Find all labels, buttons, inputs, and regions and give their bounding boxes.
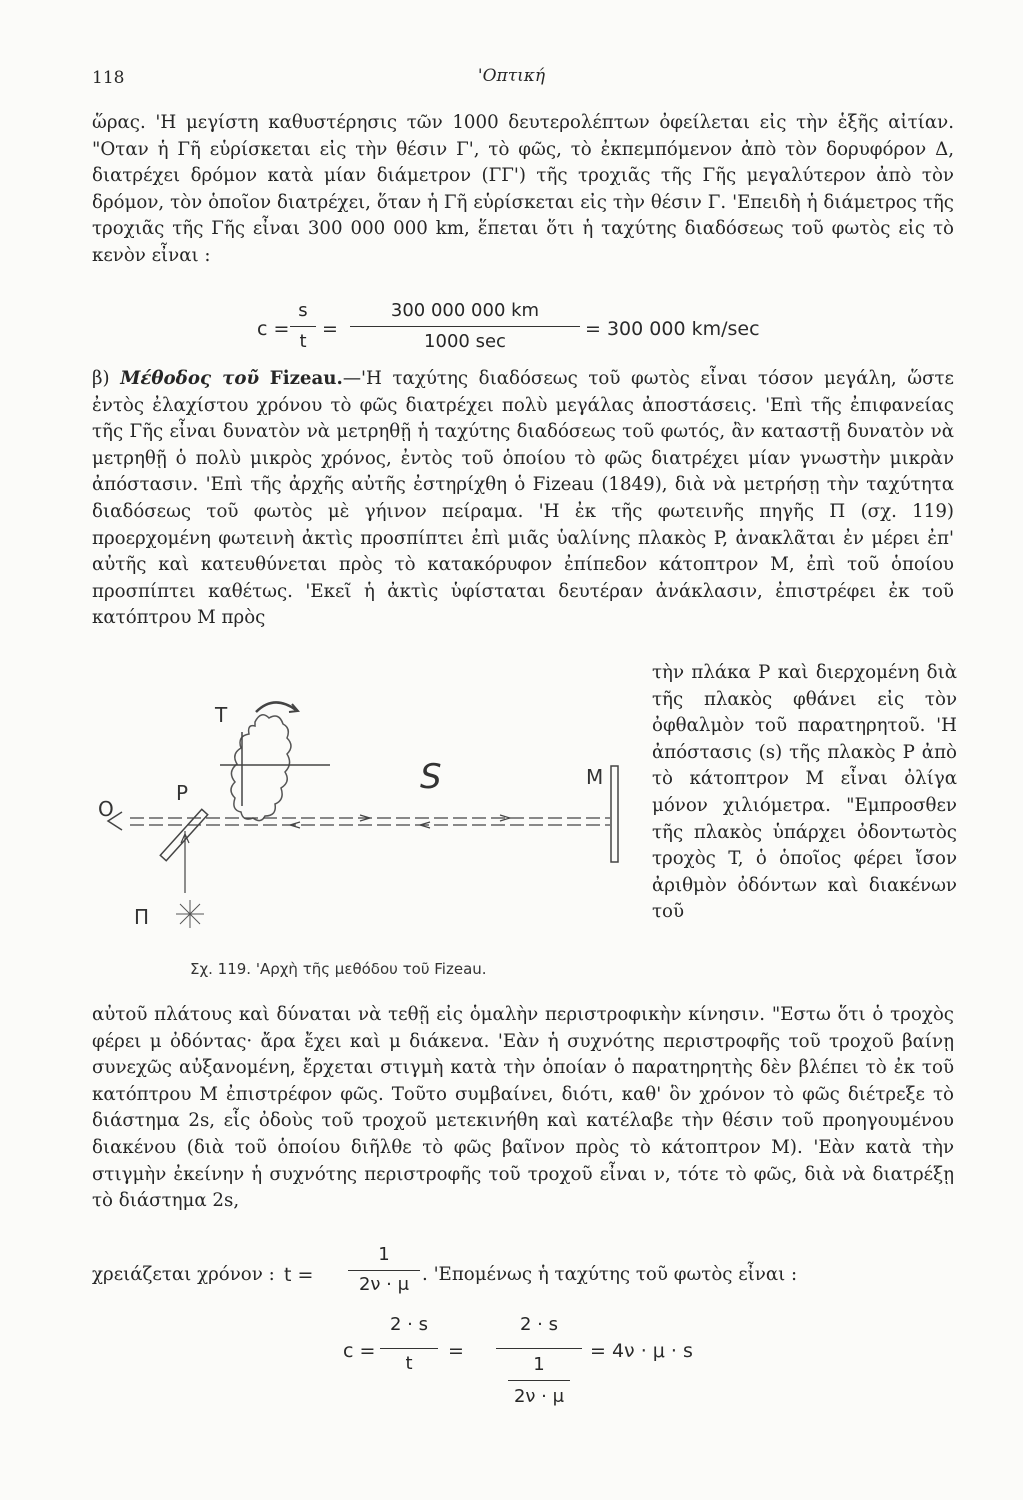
eq2-t-eq: t = [284,1264,314,1286]
eq3-lhs: c = [343,1340,376,1362]
label-M: M [586,765,604,789]
section-text: —'Η ταχύτης διαδόσεως τοῦ φωτὸς εἶναι τόσον μεγάλη, ὥστε ἐντὸς ἐλαχίστου χρόνου τὸ φῶς διατρέχει πολὺ μεγάλας ἀποστάσεις. 'Επὶ τῆς ἐπιφανείας τῆς Γῆς εἶναι δυνατὸν νὰ μετρηθῇ ἡ ταχύτης διαδόσεως τοῦ φωτός, ἂν καταστῇ δυνατὸν νὰ μετρηθῇ ὁ πολὺ μικρὸς χρόνος, ἐντὸς τοῦ ὁποίου τὸ φῶς διατρέχει μίαν γνωστὴν μικρὰν ἀπόστασιν. 'Επὶ τῆς ἀρχῆς αὐτῆς ἐστηρίχθη ὁ Fizeau (1849), διὰ νὰ μετρήσῃ τὴν ταχύτητα διαδόσεως τοῦ φωτὸς μὲ γήινον πείραμα. 'Η ἐκ τῆς φωτεινῆς πηγῆς Π (σχ. 119) προερχομένη φωτεινὴ ἀκτὶς προσπίπτει ἐπὶ μιᾶς ὑαλίνης πλακὸς P, ἀνακλᾶται ἐν μέρει ἐπ' αὐτῆς καὶ κατευθύνεται πρὸς τὸ κατακόρυφον ἐπίπεδον κάτοπτρον M, ἐπὶ τοῦ ὁποίου προσπίπτει καθέτως. 'Εκεῖ ἡ ἀκτὶς ὑφίσταται δευτέραν ἀνάκλασιν, ἐπιστρέφει ἐκ τοῦ κατόπτρου M πρὸς [92,368,954,629]
eq2-bar [348,1270,420,1271]
paragraph-tooth-wheel: αὐτοῦ πλάτους καὶ δύναται νὰ τεθῇ εἰς ὁμαλὴν περιστροφικὴν κίνησιν. "Εστω ὅτι ὁ τροχὸς φέρει μ ὀδόντας· ἄρα ἔχει καὶ μ διάκενα. 'Εὰν ἡ συχνότης περιστροφῆς τοῦ τροχοῦ βαίνῃ συνεχῶς αὐξανομένη, ἔρχεται στιγμὴ κατὰ τὴν ὁποίαν ὁ παρατηρητὴς δὲν βλέπει τὸ ἐκ τοῦ κατόπτρου M ἐπιστρέφον φῶς. Τοῦτο συμβαίνει, διότι, καθ' ὃν χρόνον τὸ φῶς διέτρεξε τὸ διάστημα 2s, εἷς ὀδοὺς τοῦ τροχοῦ μετεκινήθη καὶ κατέλαβε τὴν θέσιν τοῦ προηγουμένου διακένου (διὰ τοῦ ὁποίου διῆλθε τὸ φῶς βαῖνον πρὸς τὸ κάτοπτρον M). 'Εὰν κατὰ τὴν στιγμὴν ἐκείνην ἡ συχνότης περιστροφῆς τοῦ τροχοῦ εἶναι ν, τότε τὸ φῶς, διὰ νὰ διατρέξῃ τὸ διάστημα 2s, [92,1004,954,1212]
eq3-f1-num: 2 · s [390,1314,428,1335]
eq3-f1-bar [380,1348,438,1349]
paragraph-fizeau-method [92,366,954,632]
page-number: 118 [92,68,125,88]
section-label: β) [92,368,110,389]
figure-caption: Σχ. 119. 'Αρχὴ τῆς μεθόδου τοῦ Fizeau. [190,960,487,978]
section-heading: Μέθοδος τοῦ [120,368,260,389]
paragraph-side-text: τὴν πλάκα P καὶ διερχομένη διὰ τῆς πλακὸς φθάνει εἰς τὸν ὀφθαλμὸν τοῦ παρατηρητοῦ. 'Η ἀπόστασις (s) τῆς πλακὸς P ἀπὸ τὸ κάτοπτρον M εἶναι ὀλίγα μόνον χιλιόμετρα. "Εμπροσθεν τῆς πλακὸς ὑπάρχει ὀδοντωτὸς τροχὸς T, ὁ ὁποῖος φέρει ἴσον ἀριθμὸν ὀδόντων καὶ διακένων τοῦ [652,662,957,923]
eq3-f2-den-den: 2ν · μ [513,1386,565,1407]
eq3-f1-den: t [405,1353,413,1374]
eq3-f2-num: 2 · s [520,1314,558,1335]
light-source-icon [176,900,204,928]
label-Pi: Π [134,905,150,929]
section-heading-name: Fizeau. [269,368,343,389]
eq1-f1-num: s [298,300,308,321]
eq3-f2-bar [496,1348,582,1349]
eq3-rhs: = 4ν · μ · s [590,1340,693,1362]
eq1-f1-den: t [299,331,307,352]
eq2-lead: χρειάζεται χρόνον : [92,1264,275,1285]
eq3-f2-den-num: 1 [533,1354,545,1375]
eq1-eq-sign: = [322,318,338,340]
fizeau-apparatus-diagram [80,688,640,948]
eq2-num: 1 [378,1244,390,1265]
label-P: P [176,781,189,805]
label-O: O [98,797,114,821]
eq1-f1-bar [290,326,316,327]
eq1-f2-num: 300 000 000 km [390,300,540,321]
eq1-lhs: c = [257,318,290,340]
eq1-rhs: = 300 000 km/sec [585,318,760,340]
eq2-tail: . 'Επομένως ἡ ταχύτης τοῦ φωτὸς εἶναι : [422,1264,798,1285]
eq3-eq-sign: = [448,1340,464,1362]
rotation-arrow [256,702,296,712]
label-T: T [215,703,228,727]
eq1-f2-bar [350,326,580,327]
label-S: S [420,757,442,797]
paragraph-intro: ὥρας. 'Η μεγίστη καθυστέρησις τῶν 1000 δευτερολέπτων ὀφείλεται εἰς τὴν ἑξῆς αἰτίαν. "Οταν ἡ Γῆ εὑρίσκεται εἰς τὴν θέσιν Γ', τὸ φῶς, τὸ ἐκπεμπόμενον ἀπὸ τὸν δορυφόρον Δ, διατρέχει δρόμον κατὰ μίαν διάμετρον (ΓΓ') τῆς τροχιᾶς τῆς Γῆς μεγαλύτερον ἀπὸ τὸν δρόμον, τὸν ὁποῖον διατρέχει, ὅταν ἡ Γῆ εὑρίσκεται εἰς τὴν θέσιν Γ. 'Επειδὴ ἡ διάμετρος τῆς τροχιᾶς τῆς Γῆς εἶναι 300 000 000 km, ἕπεται ὅτι ἡ ταχύτης διαδόσεως τοῦ φωτὸς εἰς τὸ κενὸν εἶναι : [92,112,954,266]
toothed-wheel [231,715,291,821]
eq2-den: 2ν · μ [358,1274,410,1295]
eq3-f2-den-bar [508,1380,570,1381]
eq1-f2-den: 1000 sec [424,331,506,352]
running-title: 'Οπτική [477,66,546,86]
mirror [611,766,618,862]
